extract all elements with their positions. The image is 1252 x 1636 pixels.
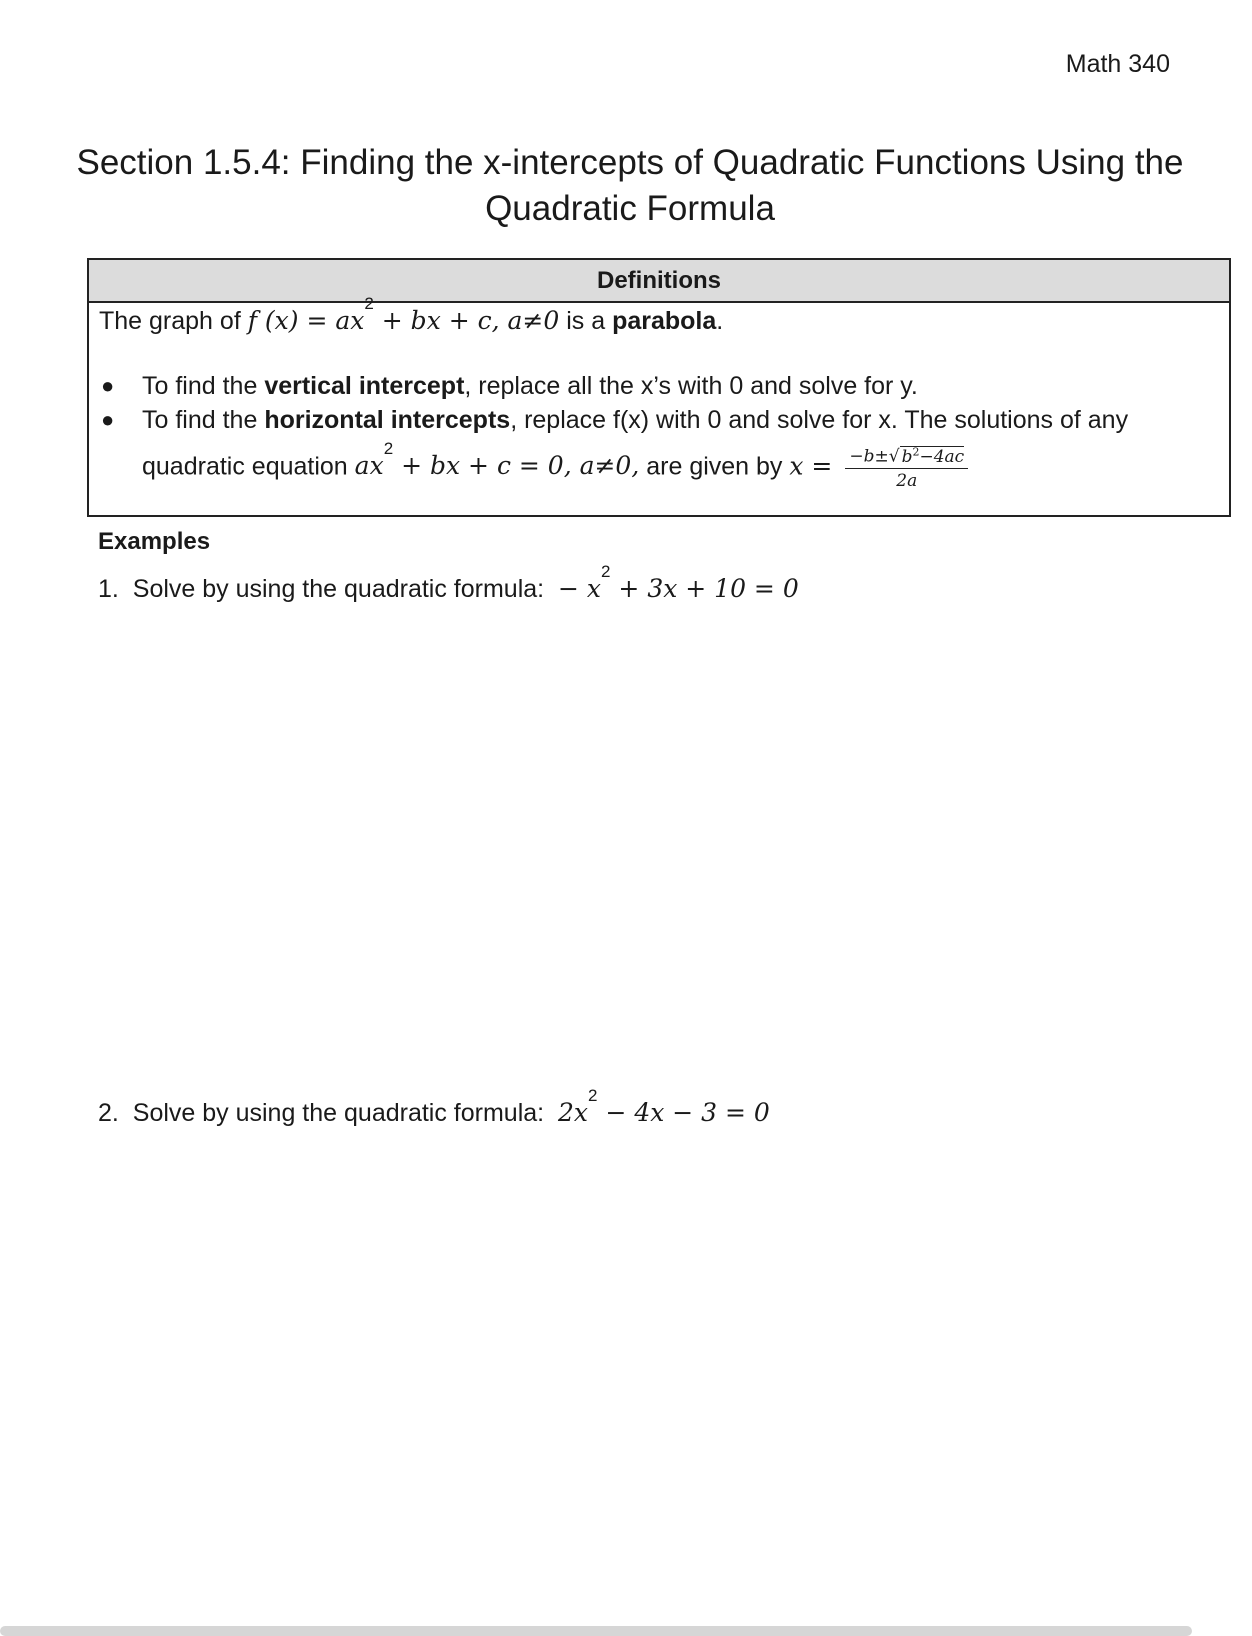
horizontal-scrollbar[interactable] (0, 1626, 1192, 1636)
definitions-heading: Definitions (89, 260, 1229, 303)
example-1-number: 1. (98, 575, 119, 603)
example-2-equation: $2x^2 - 4x - 3 = 0$ (558, 1086, 770, 1127)
title-line-2: Quadratic Formula (485, 189, 775, 228)
page-title (60, 140, 1200, 232)
course-label: Math 340 (1065, 50, 1170, 78)
quadratic-formula: $\frac{-b\pm√ b^2-4ac}{2a}$ (845, 445, 968, 491)
bullet-vertical-intercept: To find the vertical intercept, replace all the x’s with 0 and solve for y. (142, 372, 918, 400)
parabola-definition: The graph of f $(x) = ax^2$ + bx + c, a≠0 is a parabola. (99, 294, 724, 335)
example-2-number: 2. (98, 1099, 119, 1127)
example-2-text: Solve by using the quadratic formula: (132, 1099, 545, 1127)
parabola-term: parabola (612, 307, 717, 335)
bullet-horizontal-intercepts: To find the horizontal intercepts, replace f(x) with 0 and solve for x. The solutions of any (142, 406, 1129, 434)
function-expression: f $(x) = ax^2$ + bx + c, a≠0 (247, 294, 560, 335)
bullet-icon: ● (101, 407, 115, 432)
example-1-equation: − $x^2 + 3x + 10 = 0$ (558, 562, 799, 603)
example-2 (98, 1086, 770, 1128)
examples-heading: Examples (98, 528, 211, 555)
example-1 (98, 562, 799, 604)
quadratic-equation: $ax^2$ + bx + c = 0, a≠0, (354, 439, 640, 481)
bullet-icon: ● (101, 373, 115, 398)
title-line-1: Section 1.5.4: Finding the x-intercepts of Quadratic Functions Using the (76, 143, 1184, 182)
quadratic-formula-line: quadratic equation $ax^2$ + bx + c = 0, a≠0, are given by x = $\frac{-b\pm√ b^2-4ac}{2a}$ (142, 445, 968, 491)
example-1-text: Solve by using the quadratic formula: (132, 575, 545, 603)
definitions-box (87, 258, 1231, 517)
